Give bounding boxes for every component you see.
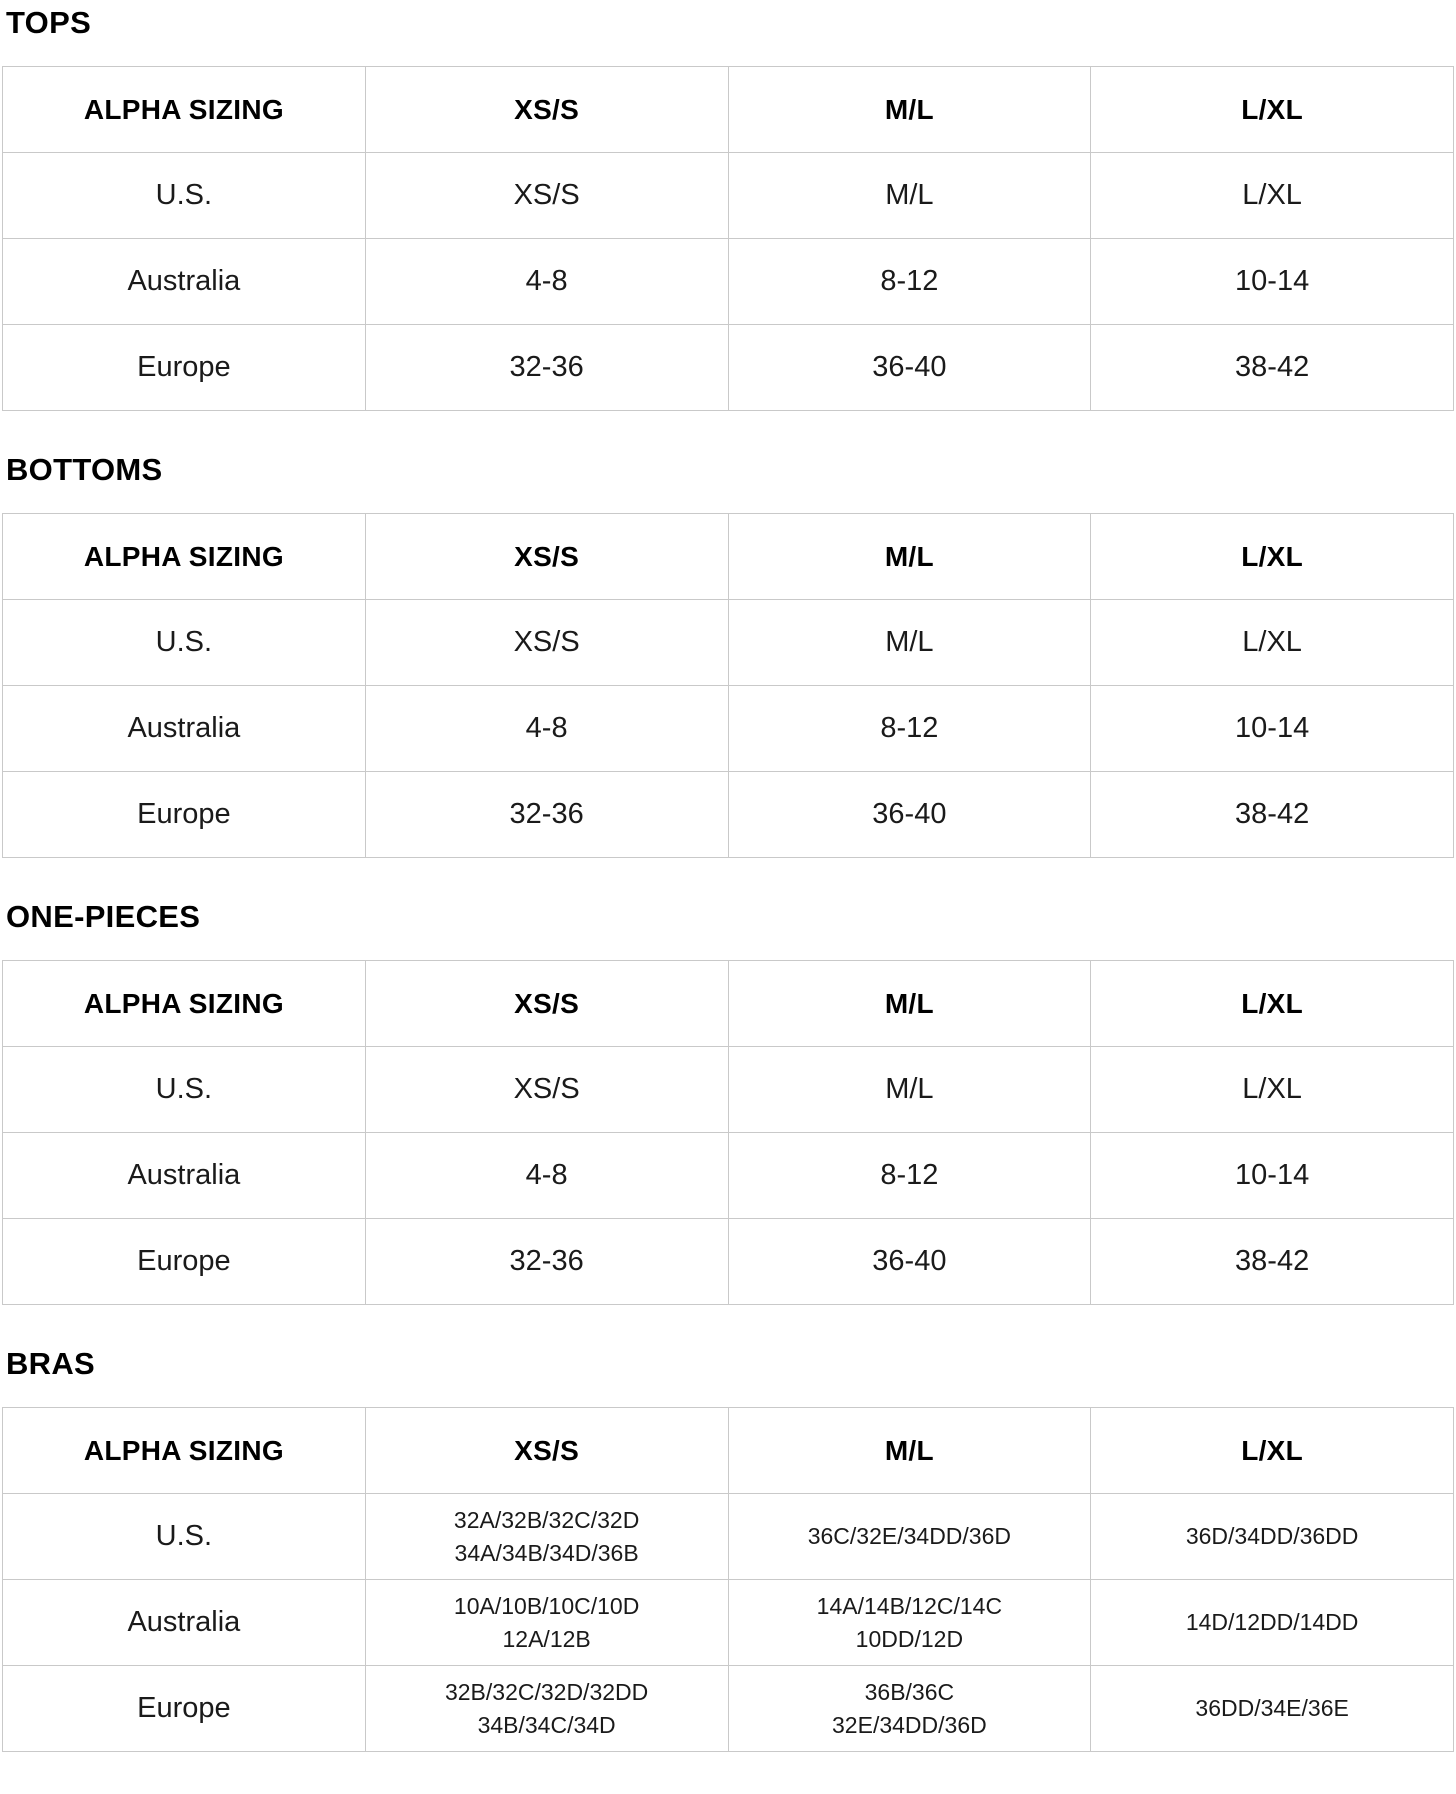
header-row bbox=[3, 514, 1454, 600]
size-value-line: 12A/12B bbox=[502, 1625, 591, 1652]
row-label-us: U.S. bbox=[3, 1047, 366, 1133]
size-value-line: 10A/10B/10C/10D bbox=[453, 1592, 640, 1619]
column-header-alpha-sizing: ALPHA SIZING bbox=[3, 514, 366, 600]
size-cell bbox=[365, 153, 728, 239]
column-header-l-xl: L/XL bbox=[1091, 961, 1454, 1047]
row-label-australia: Australia bbox=[3, 239, 366, 325]
size-value-line: 14D/12DD/14DD bbox=[1185, 1609, 1359, 1635]
size-cell bbox=[728, 1494, 1091, 1580]
row-label-australia: Australia bbox=[3, 1133, 366, 1219]
row-label-europe: Europe bbox=[3, 772, 366, 858]
size-cell bbox=[728, 1047, 1091, 1133]
size-cell bbox=[1091, 686, 1454, 772]
table-row-europe bbox=[3, 1219, 1454, 1305]
size-cell bbox=[1091, 1133, 1454, 1219]
table-row-us bbox=[3, 1494, 1454, 1580]
bras-title: BRAS bbox=[6, 1346, 96, 1381]
row-label-australia: Australia bbox=[3, 1580, 366, 1666]
size-cell bbox=[728, 772, 1091, 858]
size-value: 36-40 bbox=[872, 798, 947, 830]
size-value: XS/S bbox=[513, 626, 580, 658]
row-label-us: U.S. bbox=[3, 153, 366, 239]
tops-section bbox=[2, 6, 1454, 411]
size-value: 36-40 bbox=[872, 351, 947, 383]
size-cell bbox=[365, 1494, 728, 1580]
size-value: 36-40 bbox=[872, 1245, 947, 1277]
row-label-us: U.S. bbox=[3, 1494, 366, 1580]
column-header-xs-s: XS/S bbox=[365, 961, 728, 1047]
size-cell bbox=[728, 600, 1091, 686]
column-header-xs-s: XS/S bbox=[365, 514, 728, 600]
size-value: XS/S bbox=[513, 1073, 580, 1105]
table-row-australia bbox=[3, 686, 1454, 772]
column-header-l-xl: L/XL bbox=[1091, 67, 1454, 153]
size-cell bbox=[365, 772, 728, 858]
size-value-line: 34B/34C/34D bbox=[477, 1711, 616, 1738]
size-value-line: 32A/32B/32C/32D bbox=[453, 1506, 640, 1533]
size-cell bbox=[365, 600, 728, 686]
bras-size-table bbox=[2, 1407, 1454, 1752]
header-row bbox=[3, 67, 1454, 153]
table-row-us bbox=[3, 1047, 1454, 1133]
size-value-line: 36C/32E/34DD/36D bbox=[807, 1523, 1012, 1549]
size-value: L/XL bbox=[1242, 626, 1302, 658]
header-row bbox=[3, 961, 1454, 1047]
size-cell bbox=[1091, 1494, 1454, 1580]
size-value-line: 36B/36C bbox=[864, 1678, 955, 1705]
size-value: 8-12 bbox=[880, 265, 939, 297]
one-pieces-section bbox=[2, 900, 1454, 1305]
table-row-australia bbox=[3, 239, 1454, 325]
size-value: 10-14 bbox=[1235, 712, 1310, 744]
size-value: M/L bbox=[885, 179, 934, 211]
size-value: M/L bbox=[885, 1073, 934, 1105]
size-cell bbox=[365, 1219, 728, 1305]
row-label-us: U.S. bbox=[3, 600, 366, 686]
size-value: 4-8 bbox=[525, 1159, 568, 1191]
size-cell bbox=[1091, 772, 1454, 858]
size-cell bbox=[365, 1133, 728, 1219]
column-header-alpha-sizing: ALPHA SIZING bbox=[3, 67, 366, 153]
size-cell bbox=[365, 1047, 728, 1133]
size-cell bbox=[728, 1133, 1091, 1219]
size-value-line: 36DD/34E/36E bbox=[1195, 1695, 1349, 1721]
size-value-line: 36D/34DD/36DD bbox=[1185, 1523, 1359, 1549]
size-value-line: 32E/34DD/36D bbox=[832, 1711, 987, 1738]
size-value: 4-8 bbox=[525, 712, 568, 744]
column-header-m-l: M/L bbox=[728, 1408, 1091, 1494]
tops-size-table bbox=[2, 66, 1454, 411]
tops-title: TOPS bbox=[6, 5, 92, 40]
row-label-europe: Europe bbox=[3, 1219, 366, 1305]
header-row bbox=[3, 1408, 1454, 1494]
size-cell bbox=[365, 325, 728, 411]
column-header-m-l: M/L bbox=[728, 514, 1091, 600]
size-cell bbox=[728, 1219, 1091, 1305]
row-label-australia: Australia bbox=[3, 686, 366, 772]
size-value: L/XL bbox=[1242, 179, 1302, 211]
bottoms-title: BOTTOMS bbox=[6, 452, 163, 487]
size-cell bbox=[728, 1666, 1091, 1752]
table-row-australia bbox=[3, 1580, 1454, 1666]
size-cell bbox=[1091, 153, 1454, 239]
size-value: 32-36 bbox=[509, 351, 584, 383]
size-cell bbox=[728, 686, 1091, 772]
size-cell bbox=[365, 1666, 728, 1752]
column-header-l-xl: L/XL bbox=[1091, 1408, 1454, 1494]
one-pieces-size-table bbox=[2, 960, 1454, 1305]
size-value: 8-12 bbox=[880, 712, 939, 744]
size-value: 38-42 bbox=[1235, 351, 1310, 383]
size-cell bbox=[1091, 1580, 1454, 1666]
size-value: XS/S bbox=[513, 179, 580, 211]
size-cell bbox=[1091, 1047, 1454, 1133]
size-cell bbox=[365, 1580, 728, 1666]
table-row-us bbox=[3, 600, 1454, 686]
column-header-xs-s: XS/S bbox=[365, 1408, 728, 1494]
size-value: M/L bbox=[885, 626, 934, 658]
size-cell bbox=[1091, 600, 1454, 686]
bottoms-section bbox=[2, 453, 1454, 858]
size-cell bbox=[728, 1580, 1091, 1666]
size-cell bbox=[365, 686, 728, 772]
size-cell bbox=[1091, 239, 1454, 325]
column-header-l-xl: L/XL bbox=[1091, 514, 1454, 600]
size-value: 10-14 bbox=[1235, 1159, 1310, 1191]
table-row-us bbox=[3, 153, 1454, 239]
bottoms-size-table bbox=[2, 513, 1454, 858]
column-header-xs-s: XS/S bbox=[365, 67, 728, 153]
size-cell bbox=[1091, 325, 1454, 411]
column-header-m-l: M/L bbox=[728, 67, 1091, 153]
size-value-line: 10DD/12D bbox=[855, 1625, 964, 1652]
column-header-alpha-sizing: ALPHA SIZING bbox=[3, 961, 366, 1047]
size-value-line: 32B/32C/32D/32DD bbox=[444, 1678, 649, 1705]
bras-section bbox=[2, 1347, 1454, 1752]
size-cell bbox=[728, 153, 1091, 239]
row-label-europe: Europe bbox=[3, 1666, 366, 1752]
table-row-europe bbox=[3, 772, 1454, 858]
size-value: L/XL bbox=[1242, 1073, 1302, 1105]
column-header-alpha-sizing: ALPHA SIZING bbox=[3, 1408, 366, 1494]
size-value-line: 34A/34B/34D/36B bbox=[454, 1539, 639, 1566]
size-value: 32-36 bbox=[509, 798, 584, 830]
table-row-australia bbox=[3, 1133, 1454, 1219]
size-value-line: 14A/14B/12C/14C bbox=[816, 1592, 1003, 1619]
row-label-europe: Europe bbox=[3, 325, 366, 411]
size-cell bbox=[1091, 1219, 1454, 1305]
one-pieces-title: ONE-PIECES bbox=[6, 899, 201, 934]
size-value: 8-12 bbox=[880, 1159, 939, 1191]
size-value: 38-42 bbox=[1235, 798, 1310, 830]
size-cell bbox=[728, 239, 1091, 325]
size-value: 38-42 bbox=[1235, 1245, 1310, 1277]
table-row-europe bbox=[3, 325, 1454, 411]
size-cell bbox=[365, 239, 728, 325]
size-value: 32-36 bbox=[509, 1245, 584, 1277]
size-value: 10-14 bbox=[1235, 265, 1310, 297]
size-cell bbox=[728, 325, 1091, 411]
size-value: 4-8 bbox=[525, 265, 568, 297]
table-row-europe bbox=[3, 1666, 1454, 1752]
size-cell bbox=[1091, 1666, 1454, 1752]
column-header-m-l: M/L bbox=[728, 961, 1091, 1047]
